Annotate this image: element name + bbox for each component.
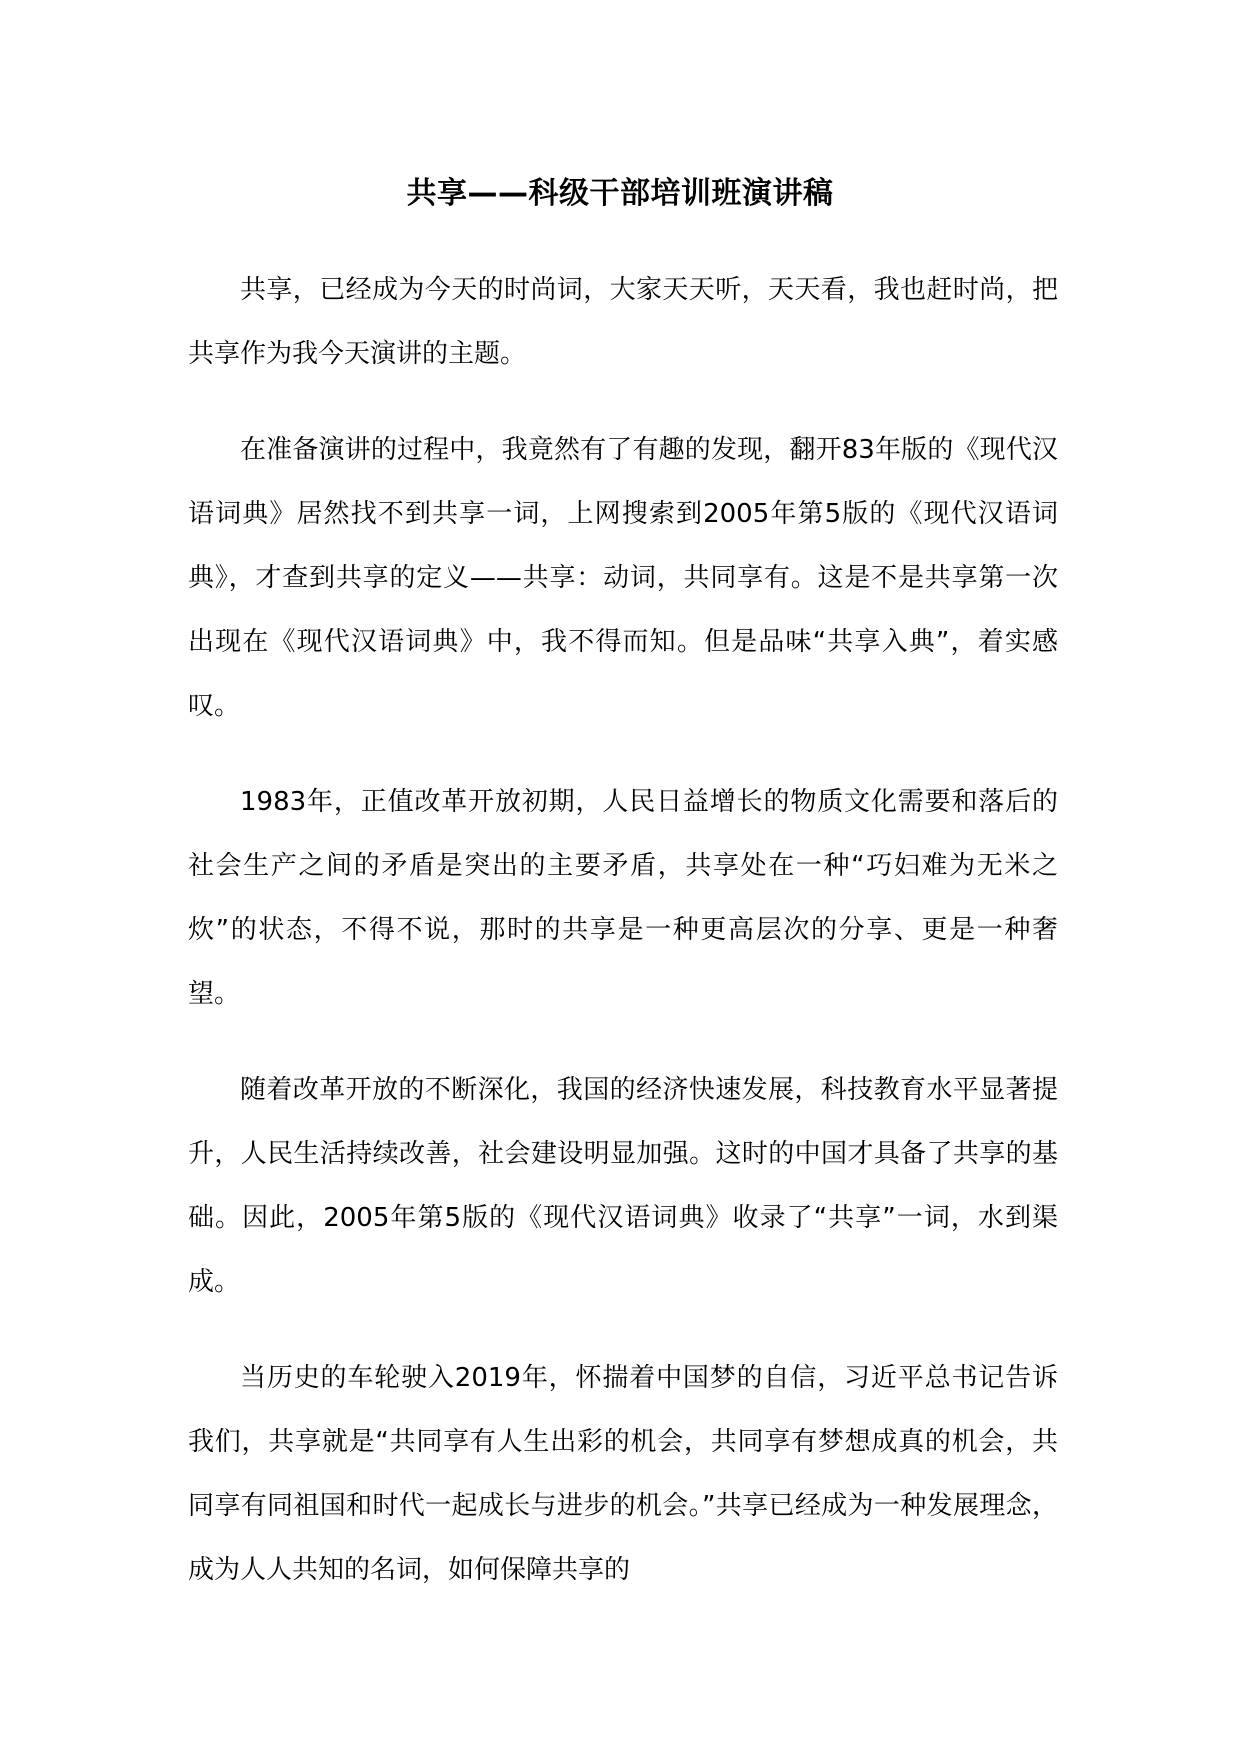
document-body (188, 258, 1058, 1634)
paragraph-2: 在准备演讲的过程中，我竟然有了有趣的发现，翻开83年版的《现代汉语词典》居然找不到共享一词，上网搜索到2005年第5版的《现代汉语词典》，才查到共享的定义——共享：动词，共同享有。这是不是共享第一次出现在《现代汉语词典》中，我不得而知。但是品味“共享入典”，着实感叹。 (188, 435, 1058, 721)
paragraph-4: 随着改革开放的不断深化，我国的经济快速发展，科技教育水平显著提升，人民生活持续改善，社会建设明显加强。这时的中国才具备了共享的基础。因此，2005年第5版的《现代汉语词典》收录了“共享”一词，水到渠成。 (188, 1075, 1058, 1297)
paragraph-3: 1983年，正值改革开放初期，人民日益增长的物质文化需要和落后的社会生产之间的矛盾是突出的主要矛盾，共享处在一种“巧妇难为无米之炊”的状态，不得不说，那时的共享是一种更高层次的分享、更是一种奢望。 (188, 787, 1058, 1009)
document-title: 共享——科级干部培训班演讲稿 (406, 176, 834, 211)
paragraph-5: 当历史的车轮驶入2019年，怀揣着中国梦的自信，习近平总书记告诉我们，共享就是“共同享有人生出彩的机会，共同享有梦想成真的机会，共同享有同祖国和时代一起成长与进步的机会。”共享已经成为一种发展理念，成为人人共知的名词，如何保障共享的 (188, 1363, 1058, 1585)
paragraph-1: 共享，已经成为今天的时尚词，大家天天听，天天看，我也赶时尚，把共享作为我今天演讲的主题。 (188, 275, 1058, 369)
